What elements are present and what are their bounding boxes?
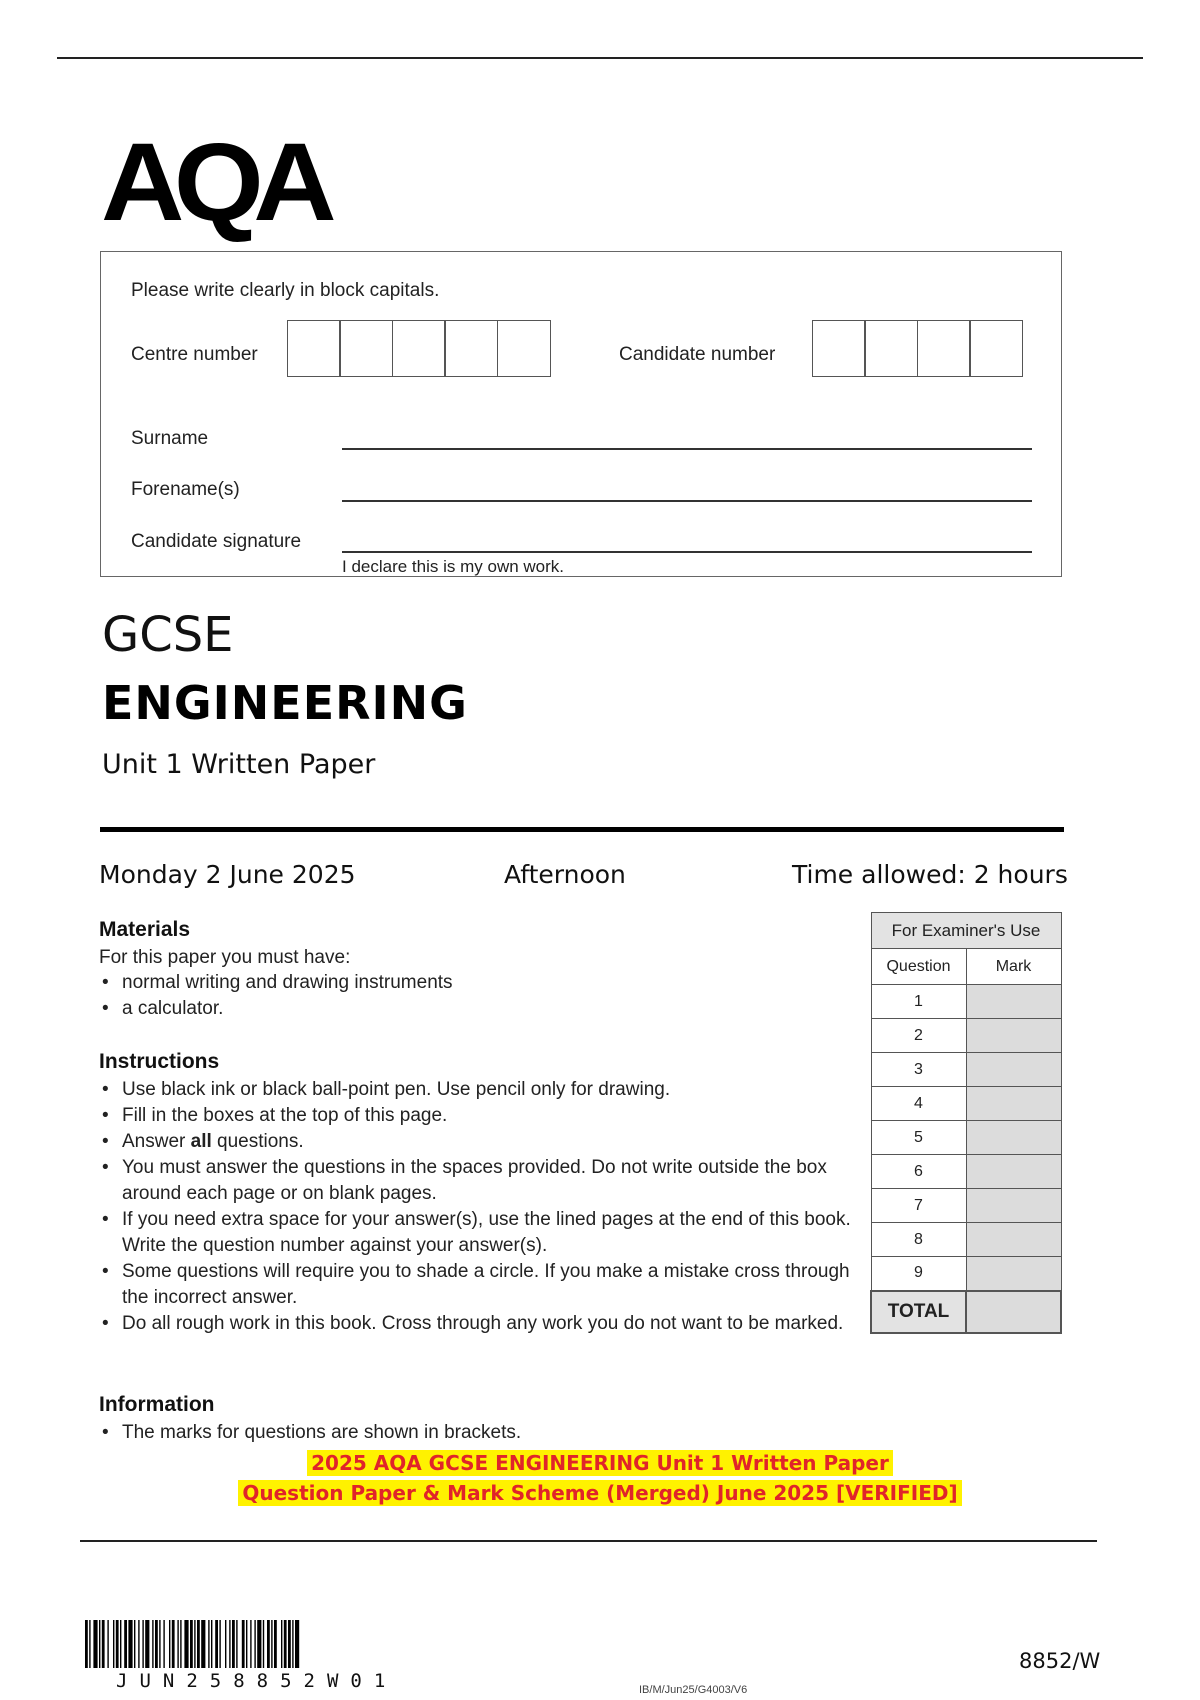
- barcode-bar: [99, 1620, 100, 1668]
- list-item: • Some questions will require you to shade a circle. If you make a mistake cross through the incorrect answer.: [99, 1259, 859, 1311]
- barcode-bar: [134, 1620, 135, 1668]
- barcode-bar: [197, 1620, 200, 1668]
- barcode-bar: [246, 1620, 247, 1668]
- information-heading: Information: [99, 1393, 215, 1416]
- barcode-bar: [180, 1620, 181, 1668]
- barcode-bar: [295, 1620, 299, 1668]
- top-rule: [57, 57, 1143, 59]
- declaration-text: I declare this is my own work.: [342, 557, 565, 576]
- table-row: [871, 1053, 1061, 1087]
- candidate-digit-box[interactable]: [864, 320, 918, 377]
- mark-cell: [966, 1121, 1061, 1155]
- barcode-bar: [152, 1620, 153, 1668]
- centre-digit-box[interactable]: [339, 320, 393, 377]
- barcode-bar: [142, 1620, 143, 1668]
- barcode-bar: [113, 1620, 114, 1668]
- centre-digit-box[interactable]: [392, 320, 446, 377]
- total-row: [871, 1291, 1061, 1333]
- candidate-details-box: [100, 251, 1062, 577]
- barcode-bar: [267, 1620, 270, 1668]
- signature-label: Candidate signature: [131, 531, 302, 552]
- total-label: TOTAL: [871, 1291, 966, 1333]
- footer-rule: [80, 1540, 1097, 1542]
- promo-banner-line-2: [0, 1481, 1200, 1505]
- reference-code: IB/M/Jun25/G4003/V6: [639, 1684, 748, 1696]
- barcode-bar: [169, 1620, 170, 1668]
- barcode-bar: [242, 1620, 245, 1668]
- examiner-table-heading: For Examiner's Use: [871, 913, 1061, 949]
- surname-label: Surname: [131, 428, 209, 449]
- barcode-bar: [85, 1620, 88, 1668]
- question-column-header: Question: [871, 949, 966, 985]
- candidate-digit-box[interactable]: [969, 320, 1023, 377]
- table-row: [871, 1257, 1061, 1291]
- barcode-bar: [93, 1620, 97, 1668]
- paper-code: 8852/W: [1019, 1649, 1101, 1673]
- subject-title: ENGINEERING: [102, 676, 468, 730]
- list-item: • Do all rough work in this book. Cross through any work you do not want to be marked.: [99, 1311, 859, 1337]
- instructions-list: [99, 1077, 859, 1337]
- aqa-logo: AQA: [101, 121, 327, 244]
- barcode-bar: [145, 1620, 149, 1668]
- barcode-bar: [288, 1620, 291, 1668]
- barcode-bar: [263, 1620, 264, 1668]
- barcode-bar: [194, 1620, 195, 1668]
- list-item: • You must answer the questions in the spaces provided. Do not write outside the box around each page or on blank pages.: [99, 1155, 859, 1207]
- barcode-bar: [281, 1620, 282, 1668]
- exam-session: Afternoon: [504, 860, 626, 889]
- barcode-bar: [215, 1620, 218, 1668]
- instructions-heading: Instructions: [99, 1050, 220, 1073]
- barcode-bar: [128, 1620, 132, 1668]
- barcode-icon: [85, 1620, 470, 1676]
- centre-number-boxes: [288, 320, 551, 377]
- barcode-bar: [172, 1620, 175, 1668]
- list-item: • Fill in the boxes at the top of this page.: [99, 1103, 859, 1129]
- barcode-bar: [201, 1620, 205, 1668]
- table-row: [871, 1019, 1061, 1053]
- list-item: • Use black ink or black ball-point pen. Use pencil only for drawing.: [99, 1077, 859, 1103]
- list-item: • a calculator.: [99, 996, 859, 1022]
- table-row: [871, 985, 1061, 1019]
- barcode-bar: [211, 1620, 212, 1668]
- barcode-bar: [102, 1620, 105, 1668]
- question-number: 8: [871, 1223, 966, 1257]
- barcode-bar: [116, 1620, 119, 1668]
- mark-cell: [966, 1019, 1061, 1053]
- barcode-bar: [225, 1620, 226, 1668]
- time-allowed: Time allowed: 2 hours: [792, 860, 1068, 889]
- barcode-bar: [163, 1620, 164, 1668]
- barcode-bar: [236, 1620, 237, 1668]
- barcode-text: JUN258852W01: [116, 1670, 398, 1692]
- barcode-bar: [190, 1620, 193, 1668]
- block-capitals-instruction: Please write clearly in block capitals.: [131, 280, 440, 301]
- barcode-bar: [271, 1620, 272, 1668]
- barcode-bar: [232, 1620, 235, 1668]
- barcode-bar: [107, 1620, 108, 1668]
- barcode-bar: [292, 1620, 293, 1668]
- barcode-bar: [124, 1620, 127, 1668]
- table-row: [871, 1155, 1061, 1189]
- barcode-bar: [184, 1620, 188, 1668]
- list-item: • normal writing and drawing instruments: [99, 970, 859, 996]
- mark-cell: [966, 1155, 1061, 1189]
- barcode-bar: [284, 1620, 287, 1668]
- barcode-bar: [250, 1620, 251, 1668]
- mark-cell: [966, 1053, 1061, 1087]
- table-row: [871, 1223, 1061, 1257]
- candidate-number-label: Candidate number: [619, 344, 776, 365]
- mark-cell: [966, 1189, 1061, 1223]
- candidate-digit-box[interactable]: [917, 320, 971, 377]
- candidate-digit-box[interactable]: [812, 320, 866, 377]
- paper-title: Unit 1 Written Paper: [102, 749, 376, 780]
- barcode-bar: [254, 1620, 255, 1668]
- signature-field[interactable]: [342, 551, 1032, 553]
- surname-field[interactable]: [342, 448, 1032, 450]
- banner-text: Question Paper & Mark Scheme (Merged) June 2025 [VERIFIED]: [238, 1480, 961, 1506]
- barcode-bar: [219, 1620, 220, 1668]
- list-item: • The marks for questions are shown in brackets.: [99, 1420, 859, 1446]
- barcode-bar: [89, 1620, 90, 1668]
- question-number: 5: [871, 1121, 966, 1155]
- exam-date: Monday 2 June 2025: [99, 860, 356, 889]
- barcode-bar: [159, 1620, 160, 1668]
- list-item: • If you need extra space for your answer(s), use the lined pages at the end of this book. Write the question number against your answer(s).: [99, 1207, 859, 1259]
- barcode-bar: [138, 1620, 139, 1668]
- banner-text: 2025 AQA GCSE ENGINEERING Unit 1 Written Paper: [307, 1450, 893, 1476]
- mark-cell: [966, 1087, 1061, 1121]
- centre-digit-box[interactable]: [497, 320, 551, 377]
- total-mark-cell: [966, 1291, 1061, 1333]
- centre-digit-box[interactable]: [444, 320, 498, 377]
- candidate-number-boxes: [813, 320, 1023, 377]
- promo-banner-line-1: [0, 1451, 1200, 1475]
- mark-cell: [966, 1223, 1061, 1257]
- materials-list: [99, 970, 859, 1022]
- title-divider: [100, 827, 1064, 832]
- question-number: 4: [871, 1087, 966, 1121]
- list-item: • Answer all questions.: [99, 1129, 859, 1155]
- table-row: [871, 1189, 1061, 1223]
- forename-label: Forename(s): [131, 479, 240, 500]
- question-number: 1: [871, 985, 966, 1019]
- mark-cell: [966, 985, 1061, 1019]
- table-row: [871, 1087, 1061, 1121]
- barcode-bar: [120, 1620, 121, 1668]
- examiner-use-table: [870, 912, 1062, 1334]
- question-number: 7: [871, 1189, 966, 1223]
- centre-number-label: Centre number: [131, 344, 258, 365]
- question-number: 3: [871, 1053, 966, 1087]
- barcode-bar: [177, 1620, 178, 1668]
- question-number: 9: [871, 1257, 966, 1291]
- centre-digit-box[interactable]: [287, 320, 341, 377]
- barcode-bar: [155, 1620, 158, 1668]
- barcode-bar: [274, 1620, 277, 1668]
- materials-intro: For this paper you must have:: [99, 947, 351, 968]
- mark-cell: [966, 1257, 1061, 1291]
- question-number: 6: [871, 1155, 966, 1189]
- information-list: [99, 1420, 859, 1446]
- question-number: 2: [871, 1019, 966, 1053]
- table-row: [871, 1121, 1061, 1155]
- barcode-bar: [257, 1620, 261, 1668]
- mark-column-header: Mark: [966, 949, 1061, 985]
- qualification-title: GCSE: [102, 607, 234, 663]
- barcode-bar: [208, 1620, 209, 1668]
- forename-field[interactable]: [342, 500, 1032, 502]
- barcode-bar: [229, 1620, 230, 1668]
- materials-heading: Materials: [99, 918, 191, 941]
